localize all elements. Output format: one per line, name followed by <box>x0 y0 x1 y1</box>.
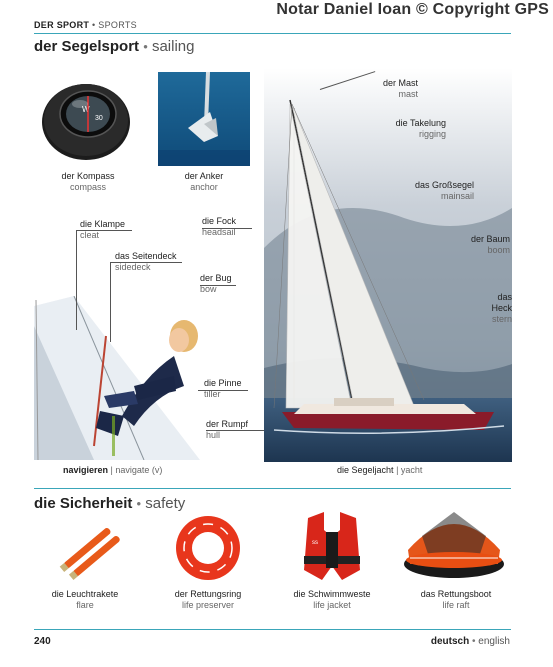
life-preserver-photo <box>172 512 244 584</box>
svg-text:W: W <box>82 105 90 114</box>
label-rigging <box>384 118 446 140</box>
label-anchor-en: anchor <box>190 182 218 192</box>
label-mast-de: der Mast <box>382 78 418 88</box>
label-headsail-de: die Fock <box>202 216 237 226</box>
flare-photo <box>54 522 126 584</box>
headsail-pointer <box>202 228 252 229</box>
label-stern-de: das Heck <box>491 292 512 313</box>
label-compass <box>40 171 136 193</box>
tiller-pointer <box>198 390 248 391</box>
label-stern <box>488 292 512 325</box>
label-mast <box>380 78 418 100</box>
label-anchor <box>158 171 250 193</box>
label-mainsail <box>404 180 474 202</box>
sidedeck-pointer-top <box>110 262 182 263</box>
sailing-title-en: sailing <box>151 38 195 55</box>
safety-title <box>34 495 185 512</box>
label-flare-de: die Leuchtrakete <box>51 589 119 599</box>
label-bow-en: bow <box>200 284 217 294</box>
label-mast-en: mast <box>398 89 418 99</box>
sailing-title-de: der Segelsport <box>34 38 140 55</box>
footer-lang <box>431 636 510 647</box>
label-rigging-en: rigging <box>418 129 446 139</box>
label-mainsail-en: mainsail <box>440 191 474 201</box>
label-hull-de: der Rumpf <box>206 419 249 429</box>
label-navigate-en: navigate (v) <box>115 465 163 475</box>
label-tiller <box>204 378 242 400</box>
label-compass-en: compass <box>69 182 106 192</box>
footer-lang-en: english <box>478 636 510 647</box>
label-life-jacket-en: life jacket <box>313 600 351 610</box>
life-jacket-photo <box>300 510 364 586</box>
header-rule <box>34 33 511 34</box>
label-sidedeck-de: das Seitendeck <box>115 251 177 261</box>
sailor-photo <box>34 296 200 460</box>
label-boom-de: der Baum <box>470 234 510 244</box>
label-life-jacket <box>282 589 382 611</box>
footer-rule <box>34 629 511 630</box>
sailing-title-dot: • <box>143 39 148 54</box>
page-number: 240 <box>34 636 51 647</box>
label-yacht-de: die Segeljacht <box>337 465 394 475</box>
label-tiller-en: tiller <box>204 389 221 399</box>
footer-lang-sep: • <box>472 636 476 647</box>
label-bow <box>200 273 232 295</box>
label-cleat-en: cleat <box>80 230 100 240</box>
label-boom-en: boom <box>487 245 510 255</box>
label-navigate-sep: | <box>110 465 113 475</box>
label-mainsail-de: das Großsegel <box>414 180 474 190</box>
safety-title-de: die Sicherheit <box>34 495 133 512</box>
label-anchor-de: der Anker <box>184 171 224 181</box>
label-life-raft <box>404 589 508 611</box>
label-life-jacket-de: die Schwimmweste <box>293 589 371 599</box>
sidedeck-pointer <box>110 262 111 342</box>
label-flare <box>36 589 134 611</box>
copyright-watermark: Notar Daniel Ioan © Copyright GPS <box>276 1 549 18</box>
label-navigate <box>63 465 162 476</box>
label-headsail-en: headsail <box>202 227 236 237</box>
label-yacht-sep: | <box>396 465 399 475</box>
label-life-preserver-de: der Rettungsring <box>174 589 242 599</box>
bow-pointer <box>200 285 236 286</box>
running-header <box>34 20 137 30</box>
label-compass-de: der Kompass <box>61 171 115 181</box>
compass-photo <box>40 74 132 164</box>
label-life-preserver <box>160 589 256 611</box>
label-life-preserver-en: life preserver <box>181 600 235 610</box>
svg-text:ss: ss <box>312 540 318 546</box>
label-sidedeck-en: sidedeck <box>115 262 151 272</box>
footer-lang-de: deutsch <box>430 636 470 647</box>
label-hull-en: hull <box>206 430 221 440</box>
label-headsail <box>202 216 236 238</box>
header-section-de: DER SPORT <box>34 20 90 30</box>
label-navigate-de: navigieren <box>63 465 109 475</box>
label-life-raft-de: das Rettungsboot <box>420 589 492 599</box>
label-bow-de: der Bug <box>200 273 232 283</box>
safety-title-dot: • <box>136 496 142 511</box>
header-separator: • <box>92 20 96 30</box>
cleat-pointer <box>76 230 77 330</box>
safety-title-en: safety <box>145 495 186 512</box>
cleat-pointer-top <box>76 230 132 231</box>
anchor-photo <box>158 72 250 166</box>
safety-rule <box>34 488 511 489</box>
label-yacht <box>337 465 422 476</box>
label-tiller-de: die Pinne <box>204 378 242 388</box>
sailing-title <box>34 38 194 55</box>
label-rigging-de: die Takelung <box>395 118 446 128</box>
label-flare-en: flare <box>76 600 94 610</box>
label-life-raft-en: life raft <box>442 600 470 610</box>
svg-text:30: 30 <box>95 115 103 122</box>
header-section-en: SPORTS <box>98 20 137 30</box>
label-stern-en: stern <box>491 314 512 324</box>
life-raft-photo <box>402 494 506 582</box>
label-yacht-en: yacht <box>400 465 423 475</box>
label-boom <box>462 234 510 256</box>
hull-pointer <box>206 430 266 431</box>
label-cleat-de: die Klampe <box>80 219 126 229</box>
